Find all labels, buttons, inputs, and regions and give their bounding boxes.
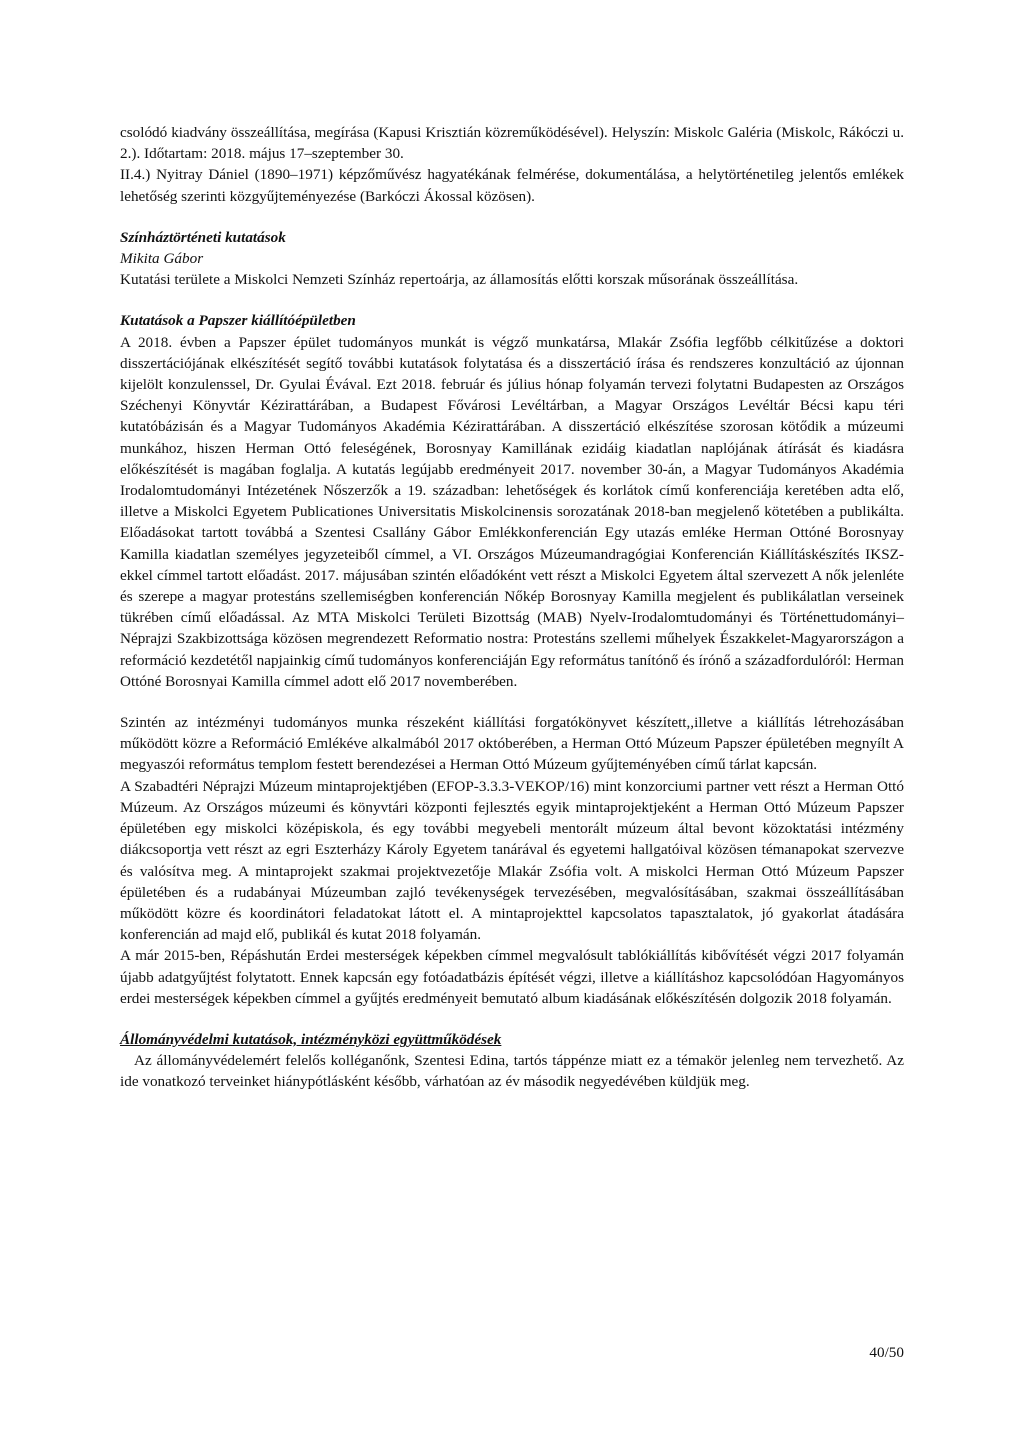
- section-author: Mikita Gábor: [120, 250, 204, 268]
- paragraph-exhibition-script: Szintén az intézményi tudományos munka részeként kiállítási forgatókönyvet készített,,illetve a kiállítás létrehozásában működött közre a Reformáció Emlékéve alkalmából 2017 októberében, a Herman Ottó Múzeum Papszer épületében megnyílt A megyaszói református templom festett berendezései a Herman Ottó Múzeum gyűjteményében című tárlat kapcsán.: [120, 714, 904, 774]
- section-heading-preservation: Állományvédelmi kutatások, intézményközi együttműködések: [120, 1030, 502, 1048]
- intro-paragraph: csolódó kiadvány összeállítása, megírása (Kapusi Krisztián közreműködésével). Helyszín: Miskolc Galéria (Miskolc, Rákóczi u. 2.). Időtartam: 2018. május 17–szeptember 30.: [120, 124, 904, 163]
- page-number: 40/50: [869, 1344, 904, 1361]
- section-heading-theatre-history: Színháztörténeti kutatások: [120, 228, 286, 246]
- section-body-theatre-history: Kutatási területe a Miskolci Nemzeti Színház repertoárja, az államosítás előtti korszak műsorának összeállítása.: [120, 271, 799, 289]
- section-body-preservation: Az állományvédelemért felelős kolléganőnk, Szentesi Edina, tartós táppénze miatt ez a témakör jelenleg nem tervezhető. Az ide vonatkozó terveinket hiánypótlásként később, várhatóan az év második negyedévében küldjük meg.: [120, 1052, 904, 1091]
- section-body-papszer: A 2018. évben a Papszer épület tudományos munkát is végző munkatársa, Mlakár Zsófia legfőbb célkitűzése a doktori disszertációjának elkészítését segítő további kutatások folytatása és a disszertáció írása és rendszeres konzultáció az újonnan kijelölt konzulenssel, Dr. Gyulai Évával. Ezt 2018. február és július hónap folyamán tervezi folytatni Budapesten az Országos Széchenyi Könyvtár Kézirattárában, a Budapest Fővárosi Levéltárban, a Magyar Országos Levéltár Bécsi kapu téri kutatóbázisán és a Magyar Tudományos Akadémia Kézirattárában. A disszertáció elkészítése szorosan kötődik a múzeumi munkához, hiszen Herman Ottó feleségének, Borosnyay Kamillának ezidáig kiadatlan naplójának átírását és kiadásra előkészítését is magában foglalja. A kutatás legújabb eredményeit 2017. november 30-án, a Magyar Tudományos Akadémia Irodalomtudományi Intézetének Nőszerzők a 19. században: lehetőségek és korlátok című konferenciája keretében adta elő, illetve a Miskolci Egyetem Publicationes Universitatis Miskolcinensis sorozatának 2018-ban megjelenő kötetében a publikálta. Előadásokat tartott továbbá a Szentesi Csallány Gábor Emlékkonferencián Egy utazás emléke Herman Ottóné Borosnyay Kamilla kiadatlan személyes jegyzeteiből címmel, a VI. Országos Múzeumandragógiai Konferencián Kiállításkészítés IKSZ-ekkel címmel tartott előadást. 2017. májusában szintén előadóként vett részt a Miskolci Egyetem által szervezett A nők jelenléte és szerepe a magyar protestáns szellemiségben konferencián Nőkép Borosnyay Kamilla megjelent és publikálatlan verseinek tükrében című előadással. Az MTA Miskolci Területi Bizottság (MAB) Nyelv-Irodalomtudományi és Történettudományi–Néprajzi Szakbizottsága közösen megrendezett Reformatio nostra: Protestáns szellemi műhelyek Északkelet-Magyarországon a reformáció kezdetétől napjainkig című tudományos konferenciáján Egy református tanítónő és írónő a századfordulóról: Herman Ottóné Borosnyai Kamilla címmel adott elő 2017 novemberében.: [120, 333, 904, 690]
- intro-item-nyitray: II.4.) Nyitray Dániel (1890–1971) képzőművész hagyatékának felmérése, dokumentálása, a helytörténetileg jelentős emlékek lehetőség szerinti közgyűjteményezése (Barkóczi Ákossal közösen).: [120, 166, 904, 205]
- section-heading-papszer: Kutatások a Papszer kiállítóépületben: [120, 312, 356, 330]
- document-page: [120, 122, 904, 1093]
- paragraph-open-air-museum: A Szabadtéri Néprajzi Múzeum mintaprojektjében (EFOP-3.3.3-VEKOP/16) mint konzorciumi partner vett részt a Herman Ottó Múzeum. Az Országos múzeumi és könyvtári központi fejlesztés egyik mintaprojektjeként a Herman Ottó Múzeum Papszer épületében egy miskolci középiskola, és egy további megyebeli mentorált múzeum által bevont közoktatási intézmény diákcsoportja vett részt az egri Eszterházy Károly Egyetem tanárával és egyetemi hallgatóival közösen témanapokat szervezve és valósítva meg. A mintaprojekt szakmai projektvezetője Mlakár Zsófia volt. A miskolci Herman Ottó Múzeum Papszer épületében és a rudabányai Múzeumban zajló tevékenységek tervezésében, megvalósításában, szakmai összeállításában működött közre és koordinátori feladatokat látott el. A mintaprojekttel kapcsolatos tapasztalatok, jó gyakorlat átadására konferencián ad majd elő, publikál és kutat 2018 folyamán.: [120, 777, 904, 944]
- paragraph-repashuta: A már 2015-ben, Répáshután Erdei mesterségek képekben címmel megvalósult tablókiállítás kibővítését végzi 2017 folyamán újabb adatgyűjtést folytatott. Ennek kapcsán egy fotóadatbázis építését végzi, illetve a kiállításhoz kapcsolódóan Hagyományos erdei mesterségek képekben címmel a gyűjtés eredményeit bemutató album kiadásának előkészítésén dolgozik 2018 folyamán.: [120, 947, 904, 1007]
